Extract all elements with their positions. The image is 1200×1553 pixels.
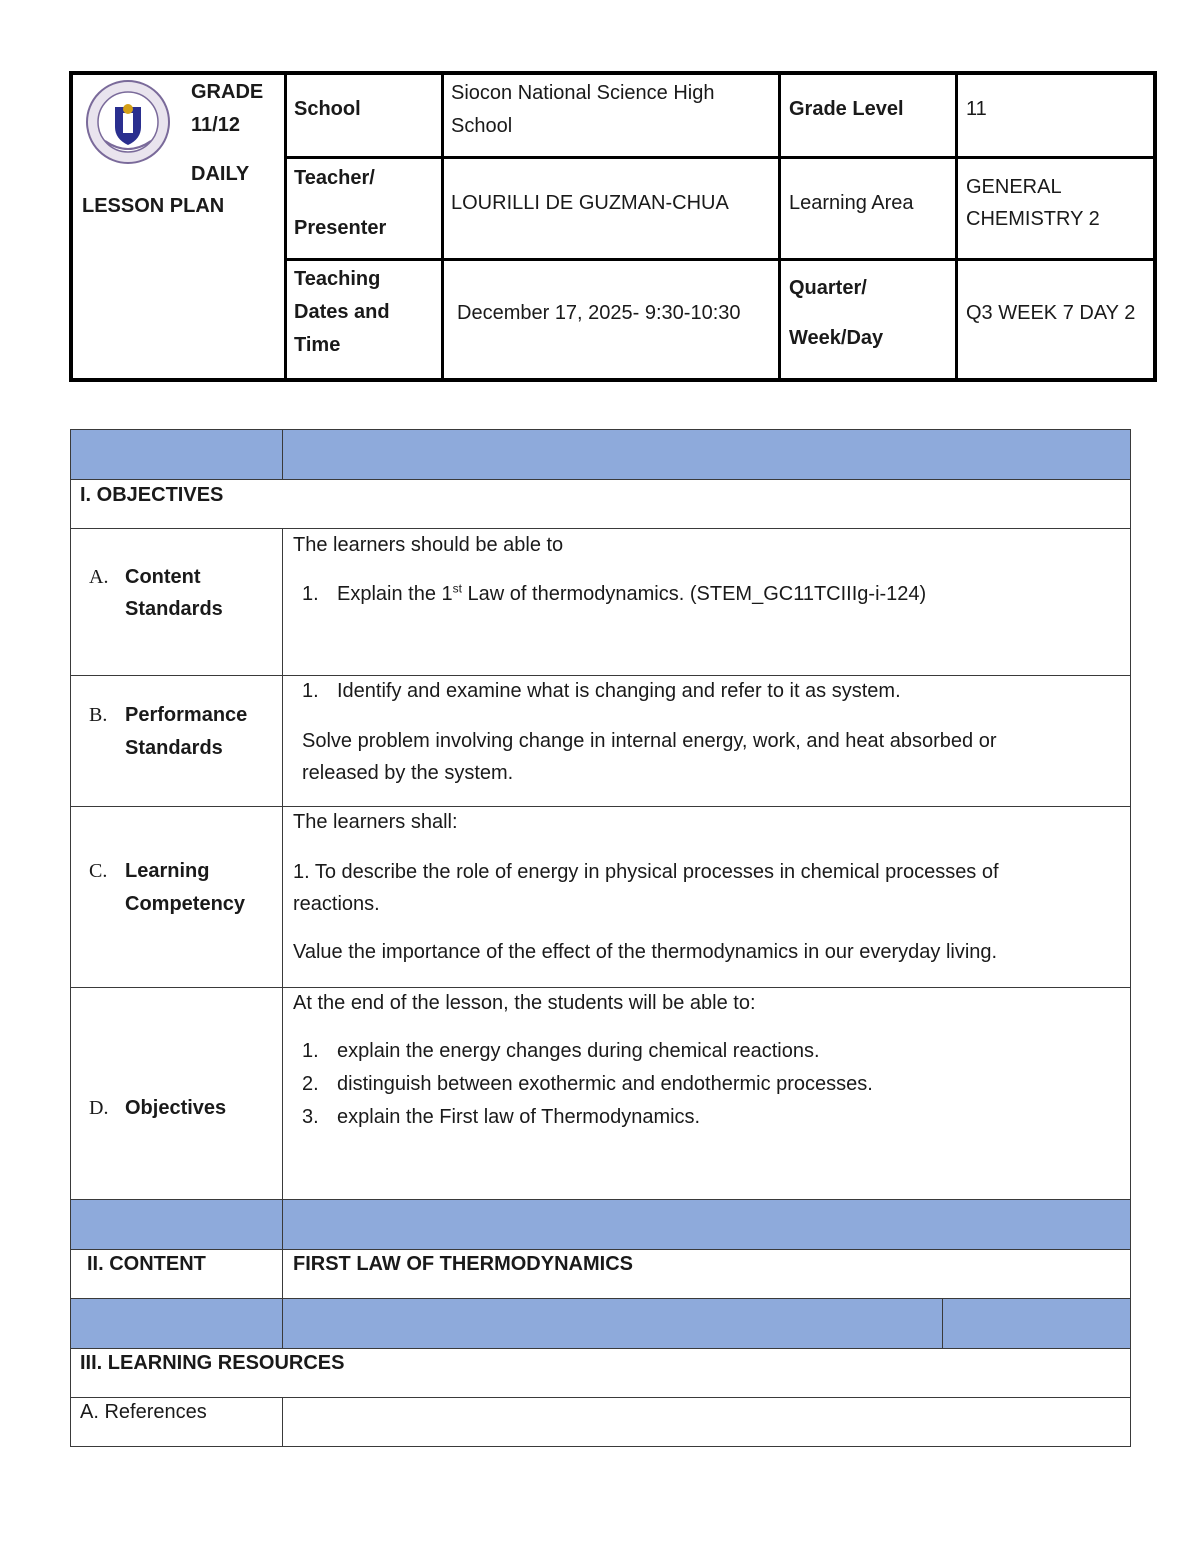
content-standards-intro: The learners should be able to (293, 534, 564, 556)
header-band (70, 429, 1131, 479)
teacher-label-line2: Presenter (294, 217, 387, 239)
content-standards-letter: A. (89, 566, 109, 588)
lesson-plan-table (70, 429, 1131, 1447)
column-line (942, 1298, 943, 1348)
dates-label-line1: Teaching (294, 268, 381, 290)
content-standards-label-line2: Standards (125, 598, 223, 620)
learning-competency-intro: The learners shall: (293, 811, 458, 833)
row-line (70, 528, 1131, 529)
content-label: II. CONTENT (87, 1253, 206, 1275)
section-band (70, 1298, 1131, 1348)
title-line1: GRADE (191, 81, 264, 103)
objectives-item-number: 1. (302, 1040, 319, 1062)
row-line (70, 1199, 1131, 1200)
section-band (70, 1199, 1131, 1249)
title-line3: DAILY (191, 163, 250, 185)
teacher-label-line1: Teacher/ (294, 167, 375, 189)
learning-competency-para: Value the importance of the effect of the thermodynamics in our everyday living. (293, 941, 998, 963)
content-standards-item-number: 1. (302, 583, 319, 605)
quarter-label-line1: Quarter/ (789, 277, 867, 299)
table-border (70, 429, 71, 1447)
learning-area-value-line1: GENERAL (966, 176, 1062, 198)
school-value-line2: School (451, 115, 513, 137)
content-value: FIRST LAW OF THERMODYNAMICS (293, 1253, 633, 1275)
objectives-item: explain the First law of Thermodynamics. (337, 1106, 701, 1128)
performance-standards-label-line1: Performance (125, 704, 248, 726)
content-standards-label-line1: Content (125, 566, 201, 588)
grade-level-value: 11 (966, 98, 987, 120)
objectives-item: distinguish between exothermic and endothermic processes. (337, 1073, 873, 1095)
title-line2: 11/12 (191, 114, 240, 136)
references-label: A. References (80, 1401, 207, 1423)
column-line (282, 528, 283, 1298)
column-line (282, 1298, 283, 1348)
learning-competency-label-line1: Learning (125, 860, 210, 882)
objectives-item-number: 2. (302, 1073, 319, 1095)
objectives-label: Objectives (125, 1097, 227, 1119)
row-line (70, 1298, 1131, 1299)
learning-competency-item-line1: 1. To describe the role of energy in physical processes in chemical processes of (293, 861, 999, 883)
quarter-value: Q3 WEEK 7 DAY 2 (966, 302, 1136, 324)
table-border (1130, 429, 1131, 1447)
teacher-value: LOURILLI DE GUZMAN-CHUA (451, 192, 729, 214)
header-divider (284, 156, 1157, 159)
performance-standards-item-number: 1. (302, 680, 319, 702)
learning-competency-letter: C. (89, 860, 108, 882)
learning-area-value-line2: CHEMISTRY 2 (966, 208, 1100, 230)
resources-heading: III. LEARNING RESOURCES (80, 1352, 345, 1374)
performance-standards-label-line2: Standards (125, 737, 223, 759)
performance-standards-para-line2: released by the system. (302, 762, 514, 784)
column-line (282, 1397, 283, 1447)
header-divider (778, 75, 781, 378)
school-label: School (294, 98, 361, 120)
objectives-letter: D. (89, 1097, 109, 1119)
performance-standards-letter: B. (89, 704, 108, 726)
header-table (69, 71, 1157, 382)
row-line (70, 479, 1131, 480)
content-standards-item: Explain the 1st Law of thermodynamics. (STEM_GC11TCIIIg-i-124) (337, 581, 927, 605)
header-divider (955, 75, 958, 378)
dates-value: December 17, 2025- 9:30-10:30 (457, 302, 741, 324)
learning-area-label: Learning Area (789, 192, 914, 214)
quarter-label-line2: Week/Day (789, 327, 884, 349)
row-line (70, 1397, 1131, 1398)
learning-competency-label-line2: Competency (125, 893, 246, 915)
school-value-line1: Siocon National Science High (451, 82, 715, 104)
row-line (70, 806, 1131, 807)
header-divider (284, 75, 287, 378)
objectives-intro: At the end of the lesson, the students will be able to: (293, 992, 756, 1014)
performance-standards-para-line1: Solve problem involving change in internal energy, work, and heat absorbed or (302, 730, 997, 752)
header-divider (441, 75, 444, 378)
table-border (70, 1446, 1131, 1447)
grade-level-label: Grade Level (789, 98, 904, 120)
objectives-item: explain the energy changes during chemical reactions. (337, 1040, 820, 1062)
deped-seal-icon (85, 79, 171, 165)
objectives-heading: I. OBJECTIVES (80, 484, 224, 506)
title-line4: LESSON PLAN (82, 195, 225, 217)
learning-competency-item-line2: reactions. (293, 893, 380, 915)
column-line (282, 429, 283, 479)
dates-label-line3: Time (294, 334, 341, 356)
dates-label-line2: Dates and (294, 301, 390, 323)
objectives-item-number: 3. (302, 1106, 319, 1128)
header-divider (284, 258, 1157, 261)
table-border (70, 429, 1131, 430)
performance-standards-item: Identify and examine what is changing and refer to it as system. (337, 680, 901, 702)
